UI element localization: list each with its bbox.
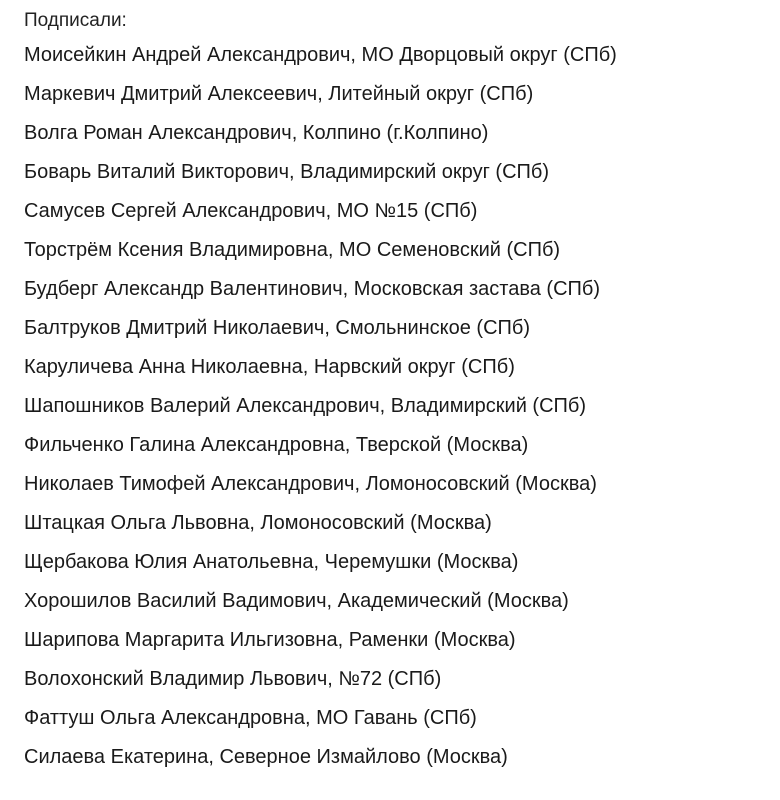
signed-by-heading: Подписали: xyxy=(24,10,127,31)
signatories-document xyxy=(24,6,764,777)
signatory-line: Маркевич Дмитрий Алексеевич, Литейный округ (СПб) xyxy=(24,83,534,105)
signatory-line: Торстрём Ксения Владимировна, МО Семеновский (СПб) xyxy=(24,239,561,261)
signatories-list xyxy=(24,36,764,777)
signatory-line: Будберг Александр Валентинович, Московская застава (СПб) xyxy=(24,278,601,300)
signatory-line: Самусев Сергей Александрович, МО №15 (СПб) xyxy=(24,200,478,222)
signatory-line: Волохонский Владимир Львович, №72 (СПб) xyxy=(24,668,442,690)
signatory-line: Силаева Екатерина, Северное Измайлово (Москва) xyxy=(24,746,508,768)
signatory-line: Каруличева Анна Николаевна, Нарвский округ (СПб) xyxy=(24,356,515,378)
signatory-line: Моисейкин Андрей Александрович, МО Дворцовый округ (СПб) xyxy=(24,44,617,66)
signatory-line: Штацкая Ольга Львовна, Ломоносовский (Москва) xyxy=(24,512,492,534)
signatory-line: Волга Роман Александрович, Колпино (г.Колпино) xyxy=(24,122,489,144)
signatory-line: Щербакова Юлия Анатольевна, Черемушки (Москва) xyxy=(24,551,519,573)
signatory-line: Хорошилов Василий Вадимович, Академический (Москва) xyxy=(24,590,569,612)
signatory-line: Боварь Виталий Викторович, Владимирский округ (СПб) xyxy=(24,161,550,183)
signatory-line: Николаев Тимофей Александрович, Ломоносовский (Москва) xyxy=(24,473,597,495)
signatory-line: Фильченко Галина Александровна, Тверской (Москва) xyxy=(24,434,529,456)
signatory-line: Шарипова Маргарита Ильгизовна, Раменки (Москва) xyxy=(24,629,516,651)
signatory-line: Фаттуш Ольга Александровна, МО Гавань (СПб) xyxy=(24,707,477,729)
signatory-line: Шапошников Валерий Александрович, Владимирский (СПб) xyxy=(24,395,587,417)
signatory-line: Балтруков Дмитрий Николаевич, Смольнинское (СПб) xyxy=(24,317,531,339)
